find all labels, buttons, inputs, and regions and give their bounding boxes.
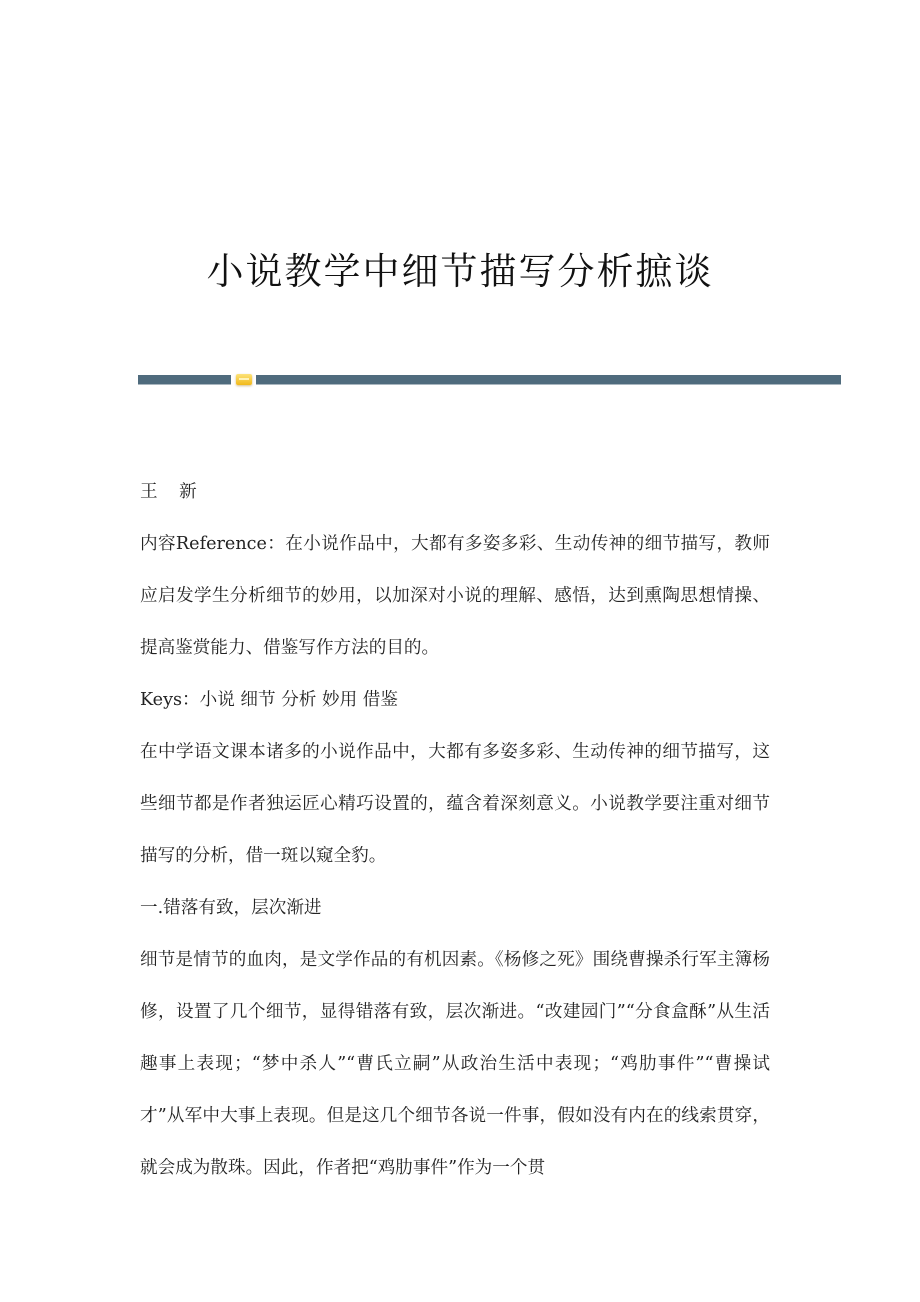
divider-bar-left: [138, 375, 231, 384]
title-divider: [138, 375, 841, 384]
keywords: Keys：小说 细节 分析 妙用 借鉴: [140, 690, 398, 710]
paragraph-intro: 在中学语文课本诸多的小说作品中，大都有多姿多彩、生动传神的细节描写，这些细节都是作者独运匠心精巧设置的，蕴含着深刻意义。小说教学要注重对细节描写的分析，借一斑以窥全豹。: [140, 742, 770, 866]
paragraph-body: 细节是情节的血肉，是文学作品的有机因素。《杨修之死》围绕曹操杀行军主簿杨修，设置了几个细节，显得错落有致，层次渐进。“改建园门”“分食盒酥”从生活趣事上表现；“梦中杀人”“曹氏立嗣”从政治生活中表现；“鸡肋事件”“曹操试才”从军中大事上表现。但是这几个细节各说一件事，假如没有内在的线索贯穿，就会成为散珠。因此，作者把“鸡肋事件”作为一个贯: [140, 950, 770, 1178]
divider-bar-right: [256, 375, 841, 384]
document-body: [140, 466, 770, 1194]
section-heading: 一.错落有致，层次渐进: [140, 898, 322, 918]
divider-gem-icon: [236, 374, 252, 385]
abstract: 内容Reference：在小说作品中，大都有多姿多彩、生动传神的细节描写，教师应启发学生分析细节的妙用，以加深对小说的理解、感悟，达到熏陶思想情操、提高鉴赏能力、借鉴写作方法的目的。: [140, 534, 770, 658]
author: 王 新: [140, 482, 205, 502]
document-title: 小说教学中细节描写分析摭谈: [206, 249, 714, 293]
